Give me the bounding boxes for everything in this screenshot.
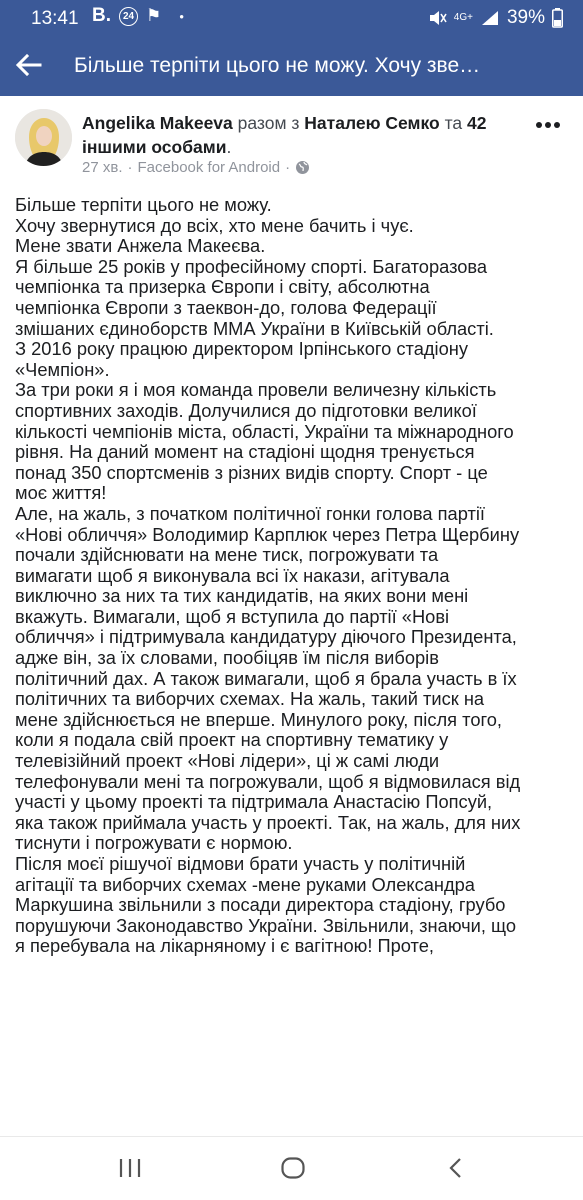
with-text: разом з <box>237 113 300 133</box>
post-text-line: я перебувала на лікарняному і є вагітною! Проте, <box>15 935 434 957</box>
post-text-line: Хочу звернутися до всіх, хто мене бачить і чує. <box>15 214 414 236</box>
battery-percent: 39% <box>506 7 545 28</box>
and-text: та <box>444 113 463 133</box>
recents-icon[interactable] <box>118 1157 142 1179</box>
meta-separator-2: · <box>285 159 291 176</box>
post-header <box>0 96 583 186</box>
post-text-line: змішаних єдиноборств ММА України в Київській області. <box>15 317 494 339</box>
avatar-image <box>15 109 72 166</box>
tagged-person[interactable]: Наталею Семко <box>304 113 440 133</box>
viber-notification-icon: В. <box>92 5 111 26</box>
arrow-left-icon[interactable] <box>14 51 42 79</box>
post-text-line: Я більше 25 років у професійному спорті. Багаторазова <box>15 255 488 277</box>
post-text-line: Мене звати Анжела Макеєва. <box>15 235 266 257</box>
post-text-line: кількості чемпіонів міста, області, України та міжнародного <box>15 420 514 442</box>
post-text-line: Маркушина звільнили з посади директора стадіону, грубо <box>15 894 506 916</box>
post-text-line: моє життя! <box>15 482 107 504</box>
system-icons <box>427 7 563 29</box>
post-text-line: виключно за них та тих кандидатів, на яких вони мені <box>15 585 469 607</box>
more-dots-icon[interactable] <box>535 120 561 130</box>
meta-separator: · <box>127 159 133 176</box>
signal-icon <box>480 9 500 27</box>
period: . <box>226 137 232 157</box>
post-text-line: адже він, за їх словами, пообіцяв їм після виборів <box>15 647 439 669</box>
avatar[interactable] <box>15 109 72 166</box>
mute-icon <box>427 9 447 27</box>
notification-icons <box>92 5 184 27</box>
network-type: 4G+ <box>453 12 473 23</box>
post-text-line: За три роки я і моя команда провели величезну кількість <box>15 379 497 401</box>
post-text-line: політичний дах. А також вимагали, щоб я брала участь в їх <box>15 667 517 689</box>
post-text-line: Більше терпіти цього не можу. <box>15 194 272 215</box>
post-text-line: чемпіонка Європи з таеквон-до, голова Федерації <box>15 296 437 318</box>
post-text <box>15 195 575 957</box>
globe-icon <box>295 160 310 175</box>
post-text-line: тиснути і погрожувати є нормою. <box>15 832 293 854</box>
tagged-others[interactable]: 42 іншими особами <box>82 113 487 157</box>
status-bar <box>0 0 583 36</box>
app-bar <box>0 36 583 96</box>
battery-icon <box>552 8 563 28</box>
chevron-left-icon[interactable] <box>448 1157 464 1179</box>
notification-count-badge: 24 <box>119 7 138 26</box>
author-name[interactable]: Angelika Makeeva <box>82 113 233 133</box>
post-author-line <box>82 111 522 159</box>
clock: 13:41 <box>31 8 79 29</box>
post-text-line: телефонували мені та погрожували, щоб я відмовилася від <box>15 770 521 792</box>
post-text-line: яка також приймала участь у проекті. Так, на жаль, для них <box>15 811 521 833</box>
post-source: Facebook for Android <box>137 159 281 176</box>
post-text-line: вкажуть. Вимагали, щоб я вступила до партії «Нові <box>15 605 450 627</box>
post-text-line: порушуючи Законодавство України. Звільнили, знаючи, що <box>15 914 517 936</box>
post-text-line: чемпіонка та призерка Європи і світу, абсолютна <box>15 276 430 298</box>
post-text-line: спортивних заходів. Долучилися до підготовки великої <box>15 399 477 421</box>
post-text-line: вимагати щоб я виконувала всі їх накази, агітувала <box>15 564 450 586</box>
post-text-line: рівня. На даний момент на стадіоні щодня тренується <box>15 441 475 463</box>
android-nav-bar <box>0 1136 583 1200</box>
post-meta <box>82 159 310 176</box>
post-text-line: політичних та виборчих схемах. На жаль, такий тиск на <box>15 688 485 710</box>
post-text-line: телевізійний проект «Нові лідери», ці ж самі люди <box>15 750 440 772</box>
post-text-line: почали здійснювати на мене тиск, погрожувати та <box>15 544 439 566</box>
post-text-line: понад 350 спортсменів з різних видів спорту. Спорт - це <box>15 461 488 483</box>
post-text-line: участі у цьому проекті та підтримала Анастасію Попсуй, <box>15 791 493 813</box>
post-text-line: «Чемпіон». <box>15 358 110 380</box>
home-icon[interactable] <box>281 1157 305 1179</box>
post-text-line: «Нові обличчя» Володимир Карплюк через Петра Щербину <box>15 523 520 545</box>
flag-notification-icon: ⚑ <box>146 6 162 25</box>
post-text-line: мене здійснюється не вперше. Минулого року, після того, <box>15 708 502 730</box>
post-text-line: Але, на жаль, з початком політичної гонки голова партії <box>15 502 485 524</box>
post-text-line: коли я подала свій проект на спортивну тематику у <box>15 729 449 751</box>
post-text-line: агітації та виборчих схемах -мене руками Олександра <box>15 873 475 895</box>
post-text-line: обличчя» і підтримувала кандидатуру діючого Президента, <box>15 626 517 648</box>
post-title: Більше терпіти цього не можу. Хочу зве… <box>74 54 481 77</box>
post-text-line: Після моєї рішучої відмови брати участь у політичній <box>15 853 466 874</box>
post-text-line: З 2016 року працюю директором Ірпінського стадіону <box>15 338 469 360</box>
more-notifications-dot-icon: ● <box>179 11 185 21</box>
post-time[interactable]: 27 хв. <box>82 159 123 176</box>
